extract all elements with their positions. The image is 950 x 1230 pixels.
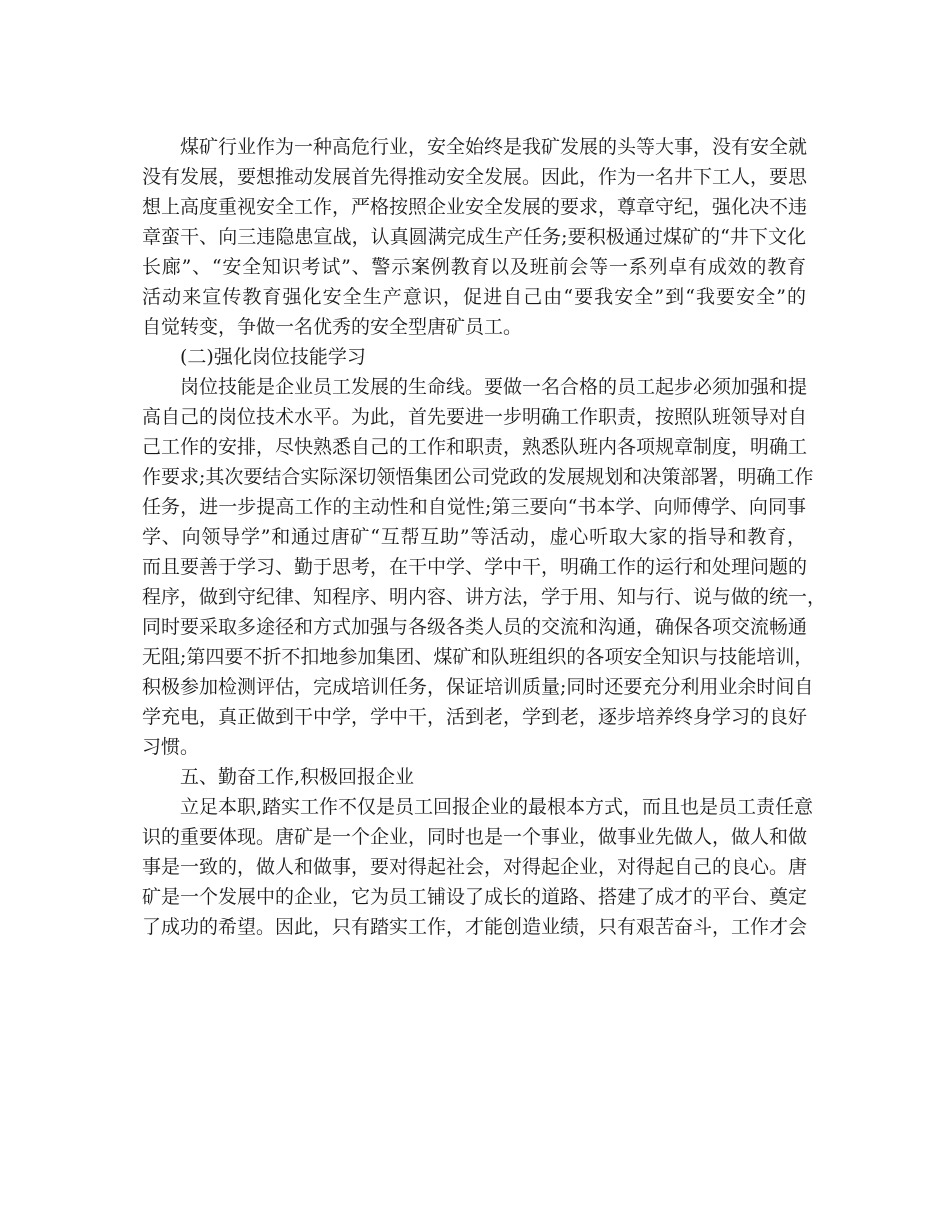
- paragraph-line: 学充电，真正做到干中学，学中干，活到老，学到老，逐步培养终身学习的良好: [142, 706, 808, 728]
- paragraph-line: 同时要采取多途径和方式加强与各级各类人员的交流和沟通，确保各项交流畅通: [142, 616, 808, 638]
- paragraph-line: 习惯。: [142, 736, 200, 758]
- paragraph-line: 长廊”、“安全知识考试”、警示案例教育以及班前会等一系列卓有成效的教育: [142, 256, 806, 278]
- paragraph-line: 章蛮干、向三违隐患宣战，认真圆满完成生产任务;要积极通过煤矿的“井下文化: [142, 226, 806, 248]
- paragraph-line: 岗位技能是企业员工发展的生命线。要做一名合格的员工起步必须加强和提: [180, 376, 808, 398]
- paragraph-line: 积极参加检测评估，完成培训任务，保证培训质量;同时还要充分利用业余时间自: [142, 676, 814, 698]
- document-body: [142, 132, 827, 942]
- paragraph-line: 自觉转变，争做一名优秀的安全型唐矿员工。: [142, 316, 523, 338]
- paragraph-line: 无阻;第四要不折不扣地参加集团、煤矿和队班组织的各项安全知识与技能培训，: [142, 646, 814, 668]
- paragraph-line: 高自己的岗位技术水平。为此，首先要进一步明确工作职责，按照队班领导对自: [142, 406, 808, 428]
- paragraph-line: 而且要善于学习、勤于思考，在干中学、学中干，明确工作的运行和处理问题的: [142, 556, 808, 578]
- paragraph-line: 任务，进一步提高工作的主动性和自觉性;第三要向“书本学、向师傅学、向同事: [142, 496, 806, 518]
- paragraph-line: 作要求;其次要结合实际深切领悟集团公司党政的发展规划和决策部署，明确工作: [142, 466, 814, 488]
- paragraph-line: 活动来宣传教育强化安全生产意识，促进自己由“要我安全”到“我要安全”的: [142, 286, 806, 308]
- paragraph-line: 想上高度重视安全工作，严格按照企业安全发展的要求，尊章守纪，强化决不违: [142, 196, 808, 218]
- paragraph-line: 立足本职,踏实工作不仅是员工回报企业的最根本方式，而且也是员工责任意: [180, 796, 814, 818]
- paragraph-line: 学、向领导学”和通过唐矿“互帮互助”等活动，虚心听取大家的指导和教育，: [142, 526, 806, 548]
- section-heading: 五、勤奋工作,积极回报企业: [180, 766, 415, 788]
- paragraph-line: 了成功的希望。因此，只有踏实工作，才能创造业绩，只有艰苦奋斗，工作才会: [142, 916, 808, 938]
- section-heading: (二)强化岗位技能学习: [180, 346, 366, 368]
- paragraph-line: 程序，做到守纪律、知程序、明内容、讲方法，学于用、知与行、说与做的统一，: [142, 586, 827, 608]
- paragraph-line: 矿是一个发展中的企业，它为员工铺设了成长的道路、搭建了成才的平台、奠定: [142, 886, 808, 908]
- paragraph-line: 己工作的安排，尽快熟悉自己的工作和职责，熟悉队班内各项规章制度，明确工: [142, 436, 808, 458]
- paragraph-line: 识的重要体现。唐矿是一个企业，同时也是一个事业，做事业先做人，做人和做: [142, 826, 808, 848]
- paragraph-line: 没有发展，要想推动发展首先得推动安全发展。因此，作为一名井下工人，要思: [142, 166, 808, 188]
- paragraph-line: 煤矿行业作为一种高危行业，安全始终是我矿发展的头等大事，没有安全就: [180, 136, 808, 158]
- paragraph-line: 事是一致的，做人和做事，要对得起社会，对得起企业，对得起自己的良心。唐: [142, 856, 808, 878]
